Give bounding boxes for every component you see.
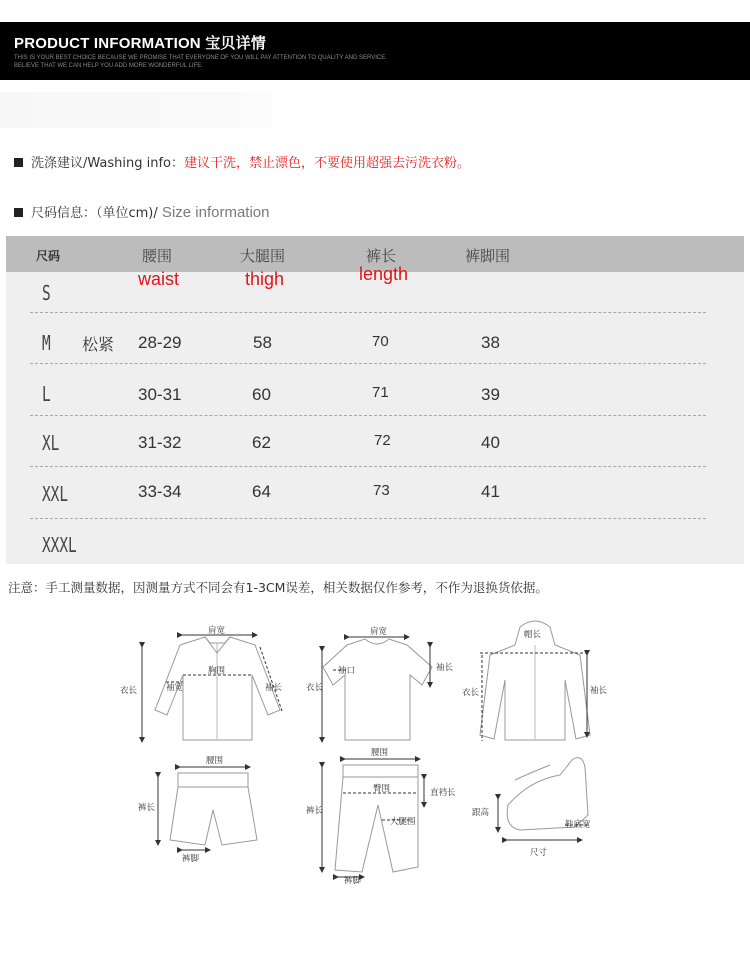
cell-hem: 38 <box>481 333 500 352</box>
cell-waist: 33-34 <box>138 482 182 501</box>
row-divider <box>30 312 706 313</box>
cell-length: 72 <box>374 432 391 449</box>
washing-value: 建议干洗，禁止漂色，不要使用超强去污洗衣粉。 <box>184 156 471 171</box>
cell-thigh: 62 <box>252 433 271 452</box>
row-size-xxxl: XXXL <box>42 533 77 557</box>
cell-hem: 40 <box>481 433 500 452</box>
hoodie-hat-label: 帽长 <box>524 630 542 640</box>
size-info-label-en: Size information <box>157 204 270 221</box>
shirt-sleeve-width-label: 袖宽 <box>166 683 184 693</box>
header-hem: 裤脚围 <box>465 247 511 265</box>
shoe-heel-label: 跟高 <box>472 808 490 818</box>
pants-thigh-label: 大腿围 <box>390 817 416 827</box>
row-divider <box>30 363 706 364</box>
elastic-label: 松紧 <box>82 335 115 354</box>
cell-waist: 28-29 <box>138 333 182 352</box>
header-subtitle-line2: BELIEVE THAT WE CAN HELP YOU ADD MORE WONDERFUL LIFE. <box>14 63 203 69</box>
cell-waist: 30-31 <box>138 385 182 404</box>
row-size-m: M <box>42 331 51 355</box>
tee-cuff-label: 袖口 <box>338 666 356 676</box>
header-size: 尺码 <box>36 249 61 263</box>
row-divider <box>30 466 706 467</box>
hoodie-sleeve-label: 袖长 <box>590 686 608 696</box>
bullet-square-icon <box>14 158 23 167</box>
pants-waist-label: 腰围 <box>371 748 389 758</box>
washing-label: 洗涤建议/Washing info： <box>31 156 184 171</box>
size-info-label: 尺码信息：（单位cm)/ <box>31 206 158 221</box>
header-title: PRODUCT INFORMATION 宝贝详情 <box>14 35 267 52</box>
cell-hem: 39 <box>481 385 500 404</box>
diagram-canvas <box>110 615 620 890</box>
tee-diagram <box>322 637 432 740</box>
faint-band <box>0 92 272 128</box>
pants-length-label: 裤长 <box>306 806 324 816</box>
header-subtitle <box>14 54 387 70</box>
shirt-sleeve-label: 袖长 <box>265 683 283 693</box>
row-divider <box>30 415 706 416</box>
measurement-diagrams <box>110 615 620 890</box>
header-thigh: 大腿围 <box>240 247 286 265</box>
header-banner <box>0 22 750 80</box>
row-size-s: S <box>42 281 51 305</box>
cell-length: 71 <box>372 384 389 401</box>
pants-hip-label: 臀围 <box>373 784 391 794</box>
row-size-xxl: XXL <box>42 482 69 506</box>
tee-sleeve-label: 袖长 <box>436 663 454 673</box>
row-size-xl: XL <box>42 431 60 455</box>
header-subtitle-line1: THIS IS YOUR BEST CHOICE BECAUSE WE PROMISE THAT EVERYONE OF YOU WILL PAY ATTENTION TO QUALITY AND SERVICE. <box>14 55 387 61</box>
cell-length: 70 <box>372 333 389 350</box>
header-length: 裤长 <box>366 247 397 265</box>
header-waist-en: waist <box>138 269 180 289</box>
shirt-diagram <box>142 635 282 740</box>
shirt-length-label: 衣长 <box>120 686 138 696</box>
tee-length-label: 衣长 <box>306 683 324 693</box>
cell-length: 73 <box>373 482 390 499</box>
header-thigh-en: thigh <box>245 269 285 289</box>
size-table <box>6 236 744 564</box>
cell-waist: 31-32 <box>138 433 182 452</box>
cell-thigh: 60 <box>252 385 271 404</box>
shirt-chest-label: 胸围 <box>208 666 226 676</box>
shorts-diagram <box>158 767 257 850</box>
shorts-length-label: 裤长 <box>138 803 156 813</box>
shoe-size-label: 尺寸 <box>530 848 548 858</box>
row-divider <box>30 518 706 519</box>
cell-hem: 41 <box>481 482 500 501</box>
row-size-l: L <box>42 382 51 406</box>
cell-thigh: 58 <box>253 333 272 352</box>
shirt-shoulder-label: 肩宽 <box>208 626 226 636</box>
washing-info <box>14 152 470 171</box>
shoe-sole-label: 鞋底宽 <box>565 820 591 830</box>
shorts-waist-label: 腰围 <box>206 756 224 766</box>
hoodie-length-label: 衣长 <box>462 688 480 698</box>
header-length-en: length <box>359 264 409 284</box>
pants-rise-label: 直裆长 <box>430 788 456 798</box>
measurement-note: 注意：手工测量数据，因测量方式不同会有1-3CM误差，相关数据仅作参考，不作为退换货依据。 <box>8 580 548 595</box>
cell-thigh: 64 <box>252 482 271 501</box>
shorts-hem-label: 裤脚 <box>182 854 200 864</box>
bullet-square-icon <box>14 208 23 217</box>
size-info <box>14 202 269 221</box>
tee-shoulder-label: 肩宽 <box>370 627 388 637</box>
pants-hem-label: 裤脚 <box>344 876 362 886</box>
header-waist: 腰围 <box>142 247 173 265</box>
